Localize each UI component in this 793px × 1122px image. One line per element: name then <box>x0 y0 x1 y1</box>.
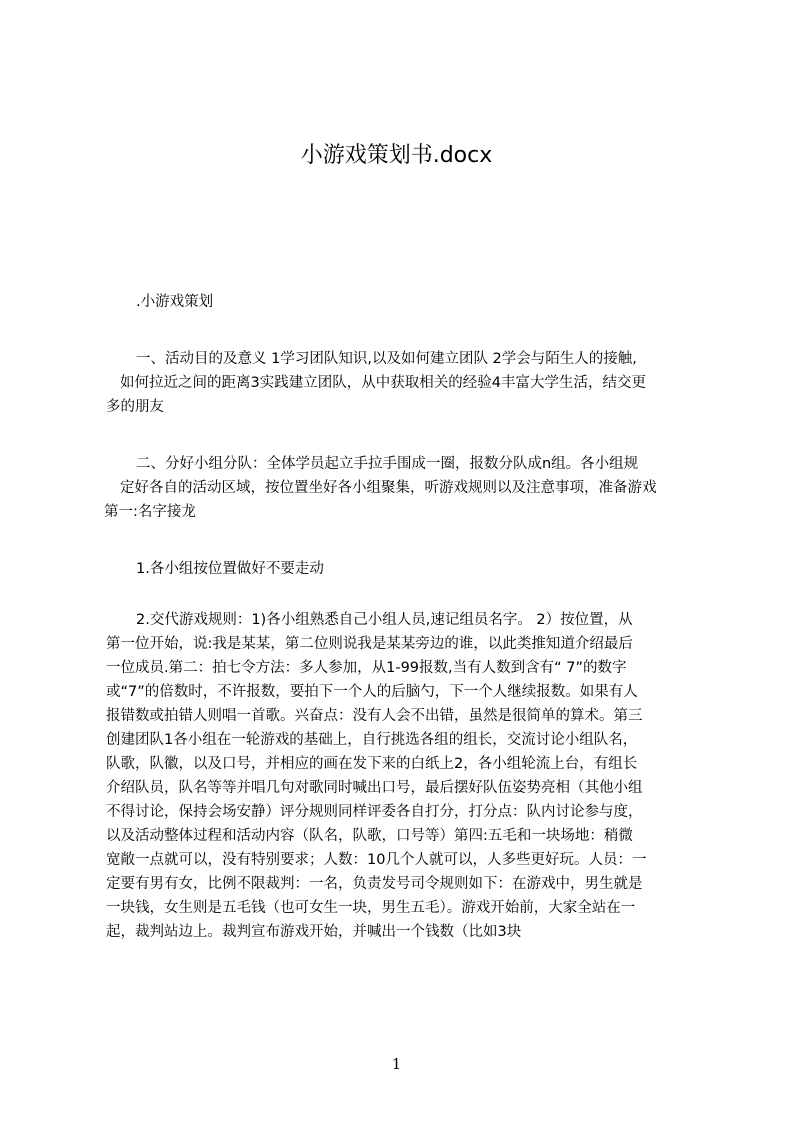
paragraph-line: 一位成员.第二：拍七令方法：多人参加，从1-99报数,当有人数到含有“ 7”的数字 <box>106 660 627 676</box>
paragraph-line: 宽敞一点就可以，没有特别要求；人数：10几个人就可以，人多些更好玩。人员：一 <box>106 852 647 868</box>
paragraph-line: 队歌，队徽，以及口号，并相应的画在发下来的白纸上2，各小组轮流上台，有组长 <box>106 756 638 772</box>
page-number: 1 <box>391 1055 402 1073</box>
paragraph-line: 多的朋友 <box>106 399 164 415</box>
paragraph-line: 不得讨论，保持会场安静）评分规则同样评委各自打分，打分点：队内讨论参与度， <box>106 804 643 820</box>
paragraph-line: 1.各小组按位置做好不要走动 <box>136 561 324 577</box>
paragraph-line: 第一:名字接龙 <box>104 504 196 520</box>
paragraph-line: 一、活动目的及意义 1学习团队知识,以及如何建立团队 2学会与陌生人的接触, <box>136 351 637 367</box>
document-title: 小游戏策划书.docx <box>300 143 493 168</box>
paragraph-line: 二、分好小组分队：全体学员起立手拉手围成一圈，报数分队成n组。各小组规 <box>136 456 639 472</box>
paragraph-line: 定好各自的活动区域，按位置坐好各小组聚集，听游戏规则以及注意事项，准备游戏 <box>120 480 657 496</box>
paragraph-line: 一块钱，女生则是五毛钱（也可女生一块，男生五毛）。游戏开始前，大家全站在一 <box>106 900 636 916</box>
paragraph-line: 介绍队员，队名等等并唱几句对歌同时喊出口号，最后摆好队伍姿势亮相（其他小组 <box>106 780 643 796</box>
paragraph-line: 第一位开始，说:我是某某，第二位则说我是某某旁边的谁，以此类推知道介绍最后 <box>106 636 633 652</box>
paragraph-line: 创建团队1各小组在一轮游戏的基础上，自行挑选各组的组长，交流讨论小组队名， <box>106 732 638 748</box>
paragraph-line: 或“7”的倍数时，不许报数，要拍下一个人的后脑勺，下一个人继续报数。如果有人 <box>106 684 638 700</box>
paragraph-line: 以及活动整体过程和活动内容（队名，队歌，口号等）第四:五毛和一块场地：稍微 <box>106 828 633 844</box>
section-heading: .小游戏策划 <box>136 294 214 310</box>
paragraph-line: 起，裁判站边上。裁判宣布游戏开始，并喊出一个钱数（比如3块 <box>106 924 522 940</box>
paragraph-line: 报错数或拍错人则唱一首歌。兴奋点：没有人会不出错，虽然是很简单的算术。第三 <box>106 708 643 724</box>
paragraph-line: 定要有男有女，比例不限裁判：一名，负责发号司令规则如下：在游戏中，男生就是 <box>106 876 643 892</box>
paragraph-line: 2.交代游戏规则：1)各小组熟悉自己小组人员,速记组员名字。 2）按位置，从 <box>136 612 633 628</box>
paragraph-line: 如何拉近之间的距离3实践建立团队，从中获取相关的经验4丰富大学生活，结交更 <box>120 375 646 391</box>
